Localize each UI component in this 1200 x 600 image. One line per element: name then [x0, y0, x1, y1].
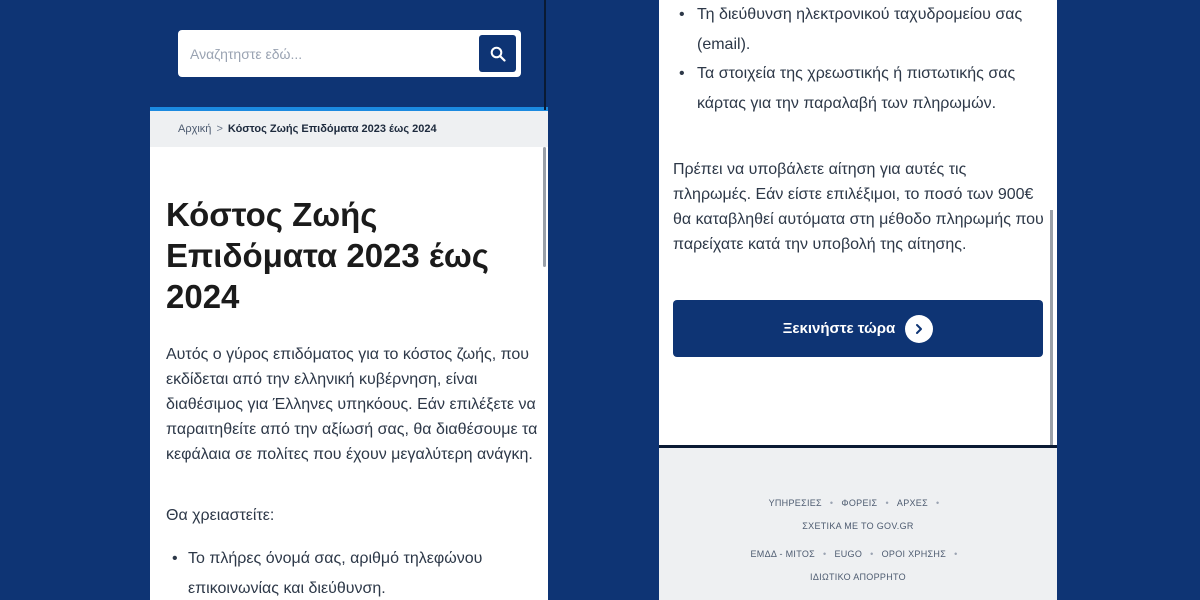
chevron-right-icon [905, 315, 933, 343]
page-title: Κόστος Ζωής Επιδόματα 2023 έως 2024 [166, 196, 489, 315]
main-content [150, 147, 548, 600]
search-input[interactable] [178, 30, 473, 77]
breadcrumb-separator: > [216, 123, 223, 135]
breadcrumb [150, 111, 548, 147]
requirements-list [172, 544, 532, 600]
footer-link-bodies[interactable]: ΦΟΡΕΙΣ [841, 498, 878, 508]
requirements-label: Θα χρειαστείτε: [166, 507, 275, 524]
list-item: • Τα στοιχεία της χρεωστικής ή πιστωτικής σας κάρτας για την παραλαβή των πληρωμών. [679, 59, 1049, 118]
apply-paragraph: Πρέπει να υποβάλετε αίτηση για αυτές τις πληρωμές. Εάν είστε επιλέξιμοι, το ποσό των 900€ θα καταβληθεί αυτόματα στη μέθοδο πληρωμής που παρείχατε κατά την υποβολή της αίτησης. [673, 161, 1044, 253]
breadcrumb-home-link[interactable]: Αρχική [178, 123, 212, 135]
main-content-continued [659, 0, 1057, 445]
scrollbar-thumb[interactable] [543, 147, 546, 267]
footer-row-4 [659, 572, 1057, 582]
right-phone-screen [659, 0, 1057, 600]
breadcrumb-current: Κόστος Ζωής Επιδόματα 2023 έως 2024 [227, 123, 437, 135]
site-footer [659, 448, 1057, 600]
footer-link-privacy[interactable]: ΙΔΙΩΤΙΚΟ ΑΠΟΡΡΗΤΟ [810, 572, 906, 582]
screen-divider [544, 0, 546, 110]
start-now-button[interactable] [673, 300, 1043, 357]
footer-link-eugo[interactable]: EUGO [834, 549, 863, 559]
footer-row-3: ΕΜΔΔ - ΜΙΤΟΣ • EUGO • ΟΡΟΙ ΧΡΗΣΗΣ • [750, 549, 958, 559]
site-header [150, 0, 548, 110]
footer-row-2 [659, 521, 1057, 531]
search-box [178, 30, 521, 77]
search-button[interactable] [479, 35, 516, 72]
left-phone-screen [150, 0, 548, 600]
list-item: • Τη διεύθυνση ηλεκτρονικού ταχυδρομείου σας (email). [679, 0, 1049, 59]
intro-paragraph: Αυτός ο γύρος επιδόματος για το κόστος ζωής, που εκδίδεται από την ελληνική κυβέρνηση, είναι διαθέσιμος για Έλληνες υπηκόους. Εάν επιλέξετε να παραιτηθείτε από την αξίωσή σας, θα διαθέσουμε τα κεφάλαια σε πολίτες που έχουν μεγαλύτερη ανάγκη. [166, 346, 538, 463]
footer-link-services[interactable]: ΥΠΗΡΕΣΙΕΣ [768, 498, 822, 508]
footer-link-about[interactable]: ΣΧΕΤΙΚΑ ΜΕ ΤΟ GOV.GR [802, 521, 914, 531]
footer-row-1: ΥΠΗΡΕΣΙΕΣ • ΦΟΡΕΙΣ • ΑΡΧΕΣ • [768, 498, 940, 508]
requirements-list-continued [679, 0, 1049, 118]
search-icon [490, 46, 506, 62]
footer-link-authorities[interactable]: ΑΡΧΕΣ [896, 498, 928, 508]
start-now-label: Ξεκινήστε τώρα [782, 320, 896, 337]
list-item: • Το πλήρες όνομά σας, αριθμό τηλεφώνου επικοινωνίας και διεύθυνση. [172, 544, 532, 600]
footer-link-terms[interactable]: ΟΡΟΙ ΧΡΗΣΗΣ [881, 549, 947, 559]
footer-link-emdd[interactable]: ΕΜΔΔ - ΜΙΤΟΣ [750, 549, 815, 559]
